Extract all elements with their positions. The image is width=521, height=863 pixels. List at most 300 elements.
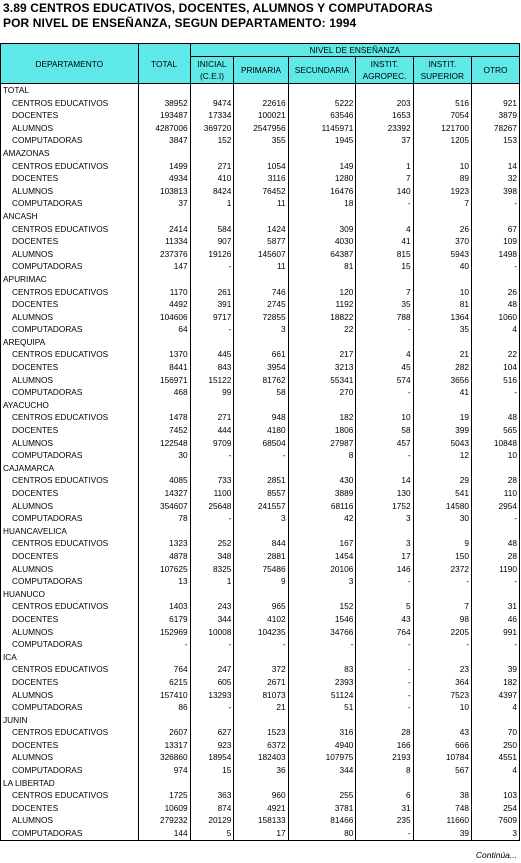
value-cell: 270 (288, 386, 356, 399)
data-table (0, 43, 520, 841)
value-cell: 75486 (234, 563, 288, 576)
empty-cell (234, 399, 288, 412)
table-row (1, 449, 520, 462)
value-cell: 182 (288, 411, 356, 424)
value-cell: 2745 (234, 298, 288, 311)
value-cell: 152969 (138, 626, 190, 639)
value-cell: 26 (471, 286, 519, 299)
value-cell: 5043 (413, 437, 471, 450)
department-name: JUNIN (1, 714, 139, 727)
header-agropec: INSTIT. AGROPEC. (356, 57, 413, 84)
empty-cell (138, 399, 190, 412)
value-cell: - (356, 676, 413, 689)
value-cell: 4287006 (138, 122, 190, 135)
header-otro: OTRO (471, 57, 519, 84)
value-cell: 282 (413, 361, 471, 374)
value-cell: 104606 (138, 311, 190, 324)
empty-cell (356, 147, 413, 160)
table-row (1, 437, 520, 450)
value-cell: 10 (471, 449, 519, 462)
value-cell: 103813 (138, 185, 190, 198)
value-cell: 1 (190, 197, 234, 210)
value-cell: 965 (234, 600, 288, 613)
empty-cell (138, 147, 190, 160)
row-label: DOCENTES (1, 361, 139, 374)
table-row (1, 764, 520, 777)
value-cell: 399 (413, 424, 471, 437)
value-cell: 217 (288, 348, 356, 361)
value-cell: - (190, 638, 234, 651)
value-cell: 122548 (138, 437, 190, 450)
value-cell: 843 (190, 361, 234, 374)
row-label: COMPUTADORAS (1, 260, 139, 273)
value-cell: 35 (413, 323, 471, 336)
value-cell: - (471, 197, 519, 210)
value-cell: 326860 (138, 751, 190, 764)
value-cell: 309 (288, 223, 356, 236)
value-cell: 81073 (234, 689, 288, 702)
header-inicial: INICIAL (C.E.I) (190, 57, 234, 84)
empty-cell (413, 399, 471, 412)
row-label: DOCENTES (1, 109, 139, 122)
table-row (1, 626, 520, 639)
table-row (1, 223, 520, 236)
value-cell: 193487 (138, 109, 190, 122)
value-cell: 152 (190, 134, 234, 147)
empty-cell (356, 84, 413, 97)
table-row (1, 676, 520, 689)
value-cell: - (234, 449, 288, 462)
value-cell: 271 (190, 411, 234, 424)
value-cell: 37 (356, 134, 413, 147)
value-cell: 2547956 (234, 122, 288, 135)
value-cell: 104 (471, 361, 519, 374)
value-cell: 247 (190, 663, 234, 676)
value-cell: 2205 (413, 626, 471, 639)
value-cell: 130 (356, 487, 413, 500)
value-cell: 4551 (471, 751, 519, 764)
table-row (1, 814, 520, 827)
value-cell: 369720 (190, 122, 234, 135)
value-cell: 391 (190, 298, 234, 311)
empty-cell (138, 84, 190, 97)
value-cell: 8325 (190, 563, 234, 576)
value-cell: - (190, 449, 234, 462)
value-cell: 78 (138, 512, 190, 525)
value-cell: 39 (471, 663, 519, 676)
value-cell: 21 (413, 348, 471, 361)
value-cell: - (190, 701, 234, 714)
empty-cell (356, 525, 413, 538)
empty-cell (413, 336, 471, 349)
value-cell: 3 (356, 537, 413, 550)
value-cell: 83 (288, 663, 356, 676)
value-cell: 3116 (234, 172, 288, 185)
department-row (1, 399, 520, 412)
value-cell: 1546 (288, 613, 356, 626)
value-cell: 38 (413, 789, 471, 802)
value-cell: - (471, 638, 519, 651)
value-cell: 565 (471, 424, 519, 437)
value-cell: 923 (190, 739, 234, 752)
value-cell: 1653 (356, 109, 413, 122)
empty-cell (471, 525, 519, 538)
value-cell: - (138, 638, 190, 651)
table-row (1, 575, 520, 588)
empty-cell (471, 84, 519, 97)
value-cell: 36 (234, 764, 288, 777)
row-label: CENTROS EDUCATIVOS (1, 789, 139, 802)
value-cell: 348 (190, 550, 234, 563)
value-cell: 7 (356, 286, 413, 299)
value-cell: 4934 (138, 172, 190, 185)
value-cell: 3879 (471, 109, 519, 122)
table-row (1, 500, 520, 513)
value-cell: 14 (471, 160, 519, 173)
department-name: AREQUIPA (1, 336, 139, 349)
value-cell: 271 (190, 160, 234, 173)
value-cell: 7523 (413, 689, 471, 702)
value-cell: 46 (471, 613, 519, 626)
empty-cell (234, 462, 288, 475)
value-cell: 733 (190, 474, 234, 487)
value-cell: 907 (190, 235, 234, 248)
row-label: DOCENTES (1, 235, 139, 248)
value-cell: - (190, 512, 234, 525)
value-cell: 250 (471, 739, 519, 752)
value-cell: - (413, 638, 471, 651)
empty-cell (138, 336, 190, 349)
row-label: COMPUTADORAS (1, 638, 139, 651)
value-cell: 1424 (234, 223, 288, 236)
value-cell: 23392 (356, 122, 413, 135)
value-cell: 344 (288, 764, 356, 777)
department-row (1, 210, 520, 223)
value-cell: 157410 (138, 689, 190, 702)
value-cell: 627 (190, 726, 234, 739)
value-cell: 11660 (413, 814, 471, 827)
value-cell: 21 (234, 701, 288, 714)
empty-cell (288, 336, 356, 349)
row-label: COMPUTADORAS (1, 449, 139, 462)
department-row (1, 714, 520, 727)
value-cell: - (356, 197, 413, 210)
table-row (1, 663, 520, 676)
table-row (1, 248, 520, 261)
value-cell: 10 (413, 160, 471, 173)
value-cell: 3 (234, 323, 288, 336)
value-cell: 748 (413, 802, 471, 815)
value-cell: 107625 (138, 563, 190, 576)
empty-cell (471, 147, 519, 160)
empty-cell (288, 651, 356, 664)
empty-cell (138, 714, 190, 727)
row-label: CENTROS EDUCATIVOS (1, 348, 139, 361)
value-cell: 6179 (138, 613, 190, 626)
table-row (1, 298, 520, 311)
value-cell: 38952 (138, 97, 190, 110)
table-row (1, 172, 520, 185)
value-cell: 7 (413, 197, 471, 210)
value-cell: 8 (356, 764, 413, 777)
value-cell: 152 (288, 600, 356, 613)
value-cell: 666 (413, 739, 471, 752)
value-cell: 1054 (234, 160, 288, 173)
value-cell: 9717 (190, 311, 234, 324)
value-cell: 18 (288, 197, 356, 210)
value-cell: 1945 (288, 134, 356, 147)
value-cell: 243 (190, 600, 234, 613)
value-cell: 2881 (234, 550, 288, 563)
value-cell: 14327 (138, 487, 190, 500)
empty-cell (413, 210, 471, 223)
table-body (1, 84, 520, 841)
value-cell: 788 (356, 311, 413, 324)
value-cell: 1205 (413, 134, 471, 147)
empty-cell (356, 210, 413, 223)
value-cell: 40 (413, 260, 471, 273)
value-cell: 3 (234, 512, 288, 525)
value-cell: - (413, 575, 471, 588)
value-cell: 1100 (190, 487, 234, 500)
value-cell: 35 (356, 298, 413, 311)
value-cell: 120 (288, 286, 356, 299)
value-cell: 9 (413, 537, 471, 550)
value-cell: 13317 (138, 739, 190, 752)
value-cell: 1060 (471, 311, 519, 324)
value-cell: 363 (190, 789, 234, 802)
table-row (1, 802, 520, 815)
value-cell: 7609 (471, 814, 519, 827)
value-cell: 4878 (138, 550, 190, 563)
value-cell: 10609 (138, 802, 190, 815)
value-cell: 1725 (138, 789, 190, 802)
value-cell: 15 (190, 764, 234, 777)
value-cell: 567 (413, 764, 471, 777)
value-cell: 4 (356, 348, 413, 361)
table-row (1, 286, 520, 299)
value-cell: 605 (190, 676, 234, 689)
value-cell: - (356, 663, 413, 676)
value-cell: 1323 (138, 537, 190, 550)
header-total: TOTAL (138, 44, 190, 84)
value-cell: 10 (356, 411, 413, 424)
value-cell: - (190, 260, 234, 273)
value-cell: 34766 (288, 626, 356, 639)
empty-cell (234, 525, 288, 538)
value-cell: 5222 (288, 97, 356, 110)
empty-cell (471, 651, 519, 664)
value-cell: 48 (471, 537, 519, 550)
department-name: TOTAL (1, 84, 139, 97)
empty-cell (138, 210, 190, 223)
empty-cell (413, 84, 471, 97)
empty-cell (288, 84, 356, 97)
empty-cell (138, 588, 190, 601)
empty-cell (190, 147, 234, 160)
value-cell: 58 (356, 424, 413, 437)
value-cell: 98 (413, 613, 471, 626)
empty-cell (234, 210, 288, 223)
table-row (1, 361, 520, 374)
value-cell: 6 (356, 789, 413, 802)
value-cell: 1364 (413, 311, 471, 324)
value-cell: 4397 (471, 689, 519, 702)
value-cell: - (288, 638, 356, 651)
value-cell: - (356, 449, 413, 462)
table-row (1, 512, 520, 525)
value-cell: 430 (288, 474, 356, 487)
value-cell: 468 (138, 386, 190, 399)
value-cell: 1752 (356, 500, 413, 513)
department-name: AYACUCHO (1, 399, 139, 412)
value-cell: 43 (413, 726, 471, 739)
value-cell: 444 (190, 424, 234, 437)
value-cell: 255 (288, 789, 356, 802)
value-cell: 31 (471, 600, 519, 613)
department-name: ANCASH (1, 210, 139, 223)
value-cell: 5943 (413, 248, 471, 261)
empty-cell (234, 336, 288, 349)
empty-cell (413, 651, 471, 664)
value-cell: 764 (356, 626, 413, 639)
value-cell: 355 (234, 134, 288, 147)
value-cell: 51 (288, 701, 356, 714)
value-cell: 241557 (234, 500, 288, 513)
value-cell: 4102 (234, 613, 288, 626)
value-cell: 121700 (413, 122, 471, 135)
continued-note: Continúa... (475, 850, 517, 860)
empty-cell (138, 651, 190, 664)
value-cell: 5 (356, 600, 413, 613)
value-cell: 19126 (190, 248, 234, 261)
table-row (1, 134, 520, 147)
empty-cell (190, 525, 234, 538)
department-name: ICA (1, 651, 139, 664)
empty-cell (288, 399, 356, 412)
value-cell: 3889 (288, 487, 356, 500)
value-cell: 1498 (471, 248, 519, 261)
value-cell: 10 (413, 286, 471, 299)
value-cell: 3847 (138, 134, 190, 147)
value-cell: 78267 (471, 122, 519, 135)
row-label: DOCENTES (1, 550, 139, 563)
value-cell: 149 (288, 160, 356, 173)
empty-cell (288, 273, 356, 286)
value-cell: 4 (471, 323, 519, 336)
empty-cell (356, 588, 413, 601)
value-cell: 316 (288, 726, 356, 739)
value-cell: 3954 (234, 361, 288, 374)
value-cell: 25648 (190, 500, 234, 513)
value-cell: 70 (471, 726, 519, 739)
empty-cell (356, 714, 413, 727)
empty-cell (356, 336, 413, 349)
value-cell: 9709 (190, 437, 234, 450)
empty-cell (471, 714, 519, 727)
empty-cell (190, 273, 234, 286)
value-cell: 72855 (234, 311, 288, 324)
value-cell: 145607 (234, 248, 288, 261)
table-row (1, 160, 520, 173)
table-row (1, 424, 520, 437)
row-label: ALUMNOS (1, 751, 139, 764)
value-cell: 2954 (471, 500, 519, 513)
department-row (1, 525, 520, 538)
value-cell: 3 (471, 827, 519, 840)
value-cell: 18822 (288, 311, 356, 324)
department-row (1, 84, 520, 97)
value-cell: 147 (138, 260, 190, 273)
value-cell: 22616 (234, 97, 288, 110)
value-cell: - (356, 323, 413, 336)
empty-cell (356, 399, 413, 412)
value-cell: 4940 (288, 739, 356, 752)
value-cell: 5877 (234, 235, 288, 248)
value-cell: 55341 (288, 374, 356, 387)
value-cell: 158133 (234, 814, 288, 827)
value-cell: 22 (288, 323, 356, 336)
value-cell: 8441 (138, 361, 190, 374)
value-cell: 31 (356, 802, 413, 815)
value-cell: 109 (471, 235, 519, 248)
empty-cell (413, 777, 471, 790)
department-name: HUANCAVELICA (1, 525, 139, 538)
row-label: ALUMNOS (1, 626, 139, 639)
row-label: DOCENTES (1, 172, 139, 185)
empty-cell (288, 525, 356, 538)
value-cell: - (356, 689, 413, 702)
empty-cell (471, 336, 519, 349)
value-cell: 1170 (138, 286, 190, 299)
value-cell: 41 (356, 235, 413, 248)
empty-cell (471, 588, 519, 601)
row-label: CENTROS EDUCATIVOS (1, 97, 139, 110)
value-cell: 28 (471, 474, 519, 487)
department-row (1, 777, 520, 790)
value-cell: 37 (138, 197, 190, 210)
row-label: COMPUTADORAS (1, 134, 139, 147)
table-row (1, 197, 520, 210)
header-secundaria: SECUNDARIA (288, 57, 356, 84)
table-row (1, 701, 520, 714)
empty-cell (288, 714, 356, 727)
value-cell: 26 (413, 223, 471, 236)
value-cell: 254 (471, 802, 519, 815)
value-cell: 41 (413, 386, 471, 399)
value-cell: 4180 (234, 424, 288, 437)
value-cell: 80 (288, 827, 356, 840)
empty-cell (190, 84, 234, 97)
empty-cell (138, 525, 190, 538)
empty-cell (471, 210, 519, 223)
table-row (1, 827, 520, 840)
value-cell: 17334 (190, 109, 234, 122)
value-cell: 372 (234, 663, 288, 676)
value-cell: 4492 (138, 298, 190, 311)
row-label: DOCENTES (1, 298, 139, 311)
empty-cell (288, 588, 356, 601)
value-cell: 4085 (138, 474, 190, 487)
value-cell: 1454 (288, 550, 356, 563)
value-cell: 3656 (413, 374, 471, 387)
value-cell: 2607 (138, 726, 190, 739)
value-cell: 81466 (288, 814, 356, 827)
value-cell: 48 (471, 298, 519, 311)
department-name: APURIMAC (1, 273, 139, 286)
value-cell: 3781 (288, 802, 356, 815)
empty-cell (356, 651, 413, 664)
